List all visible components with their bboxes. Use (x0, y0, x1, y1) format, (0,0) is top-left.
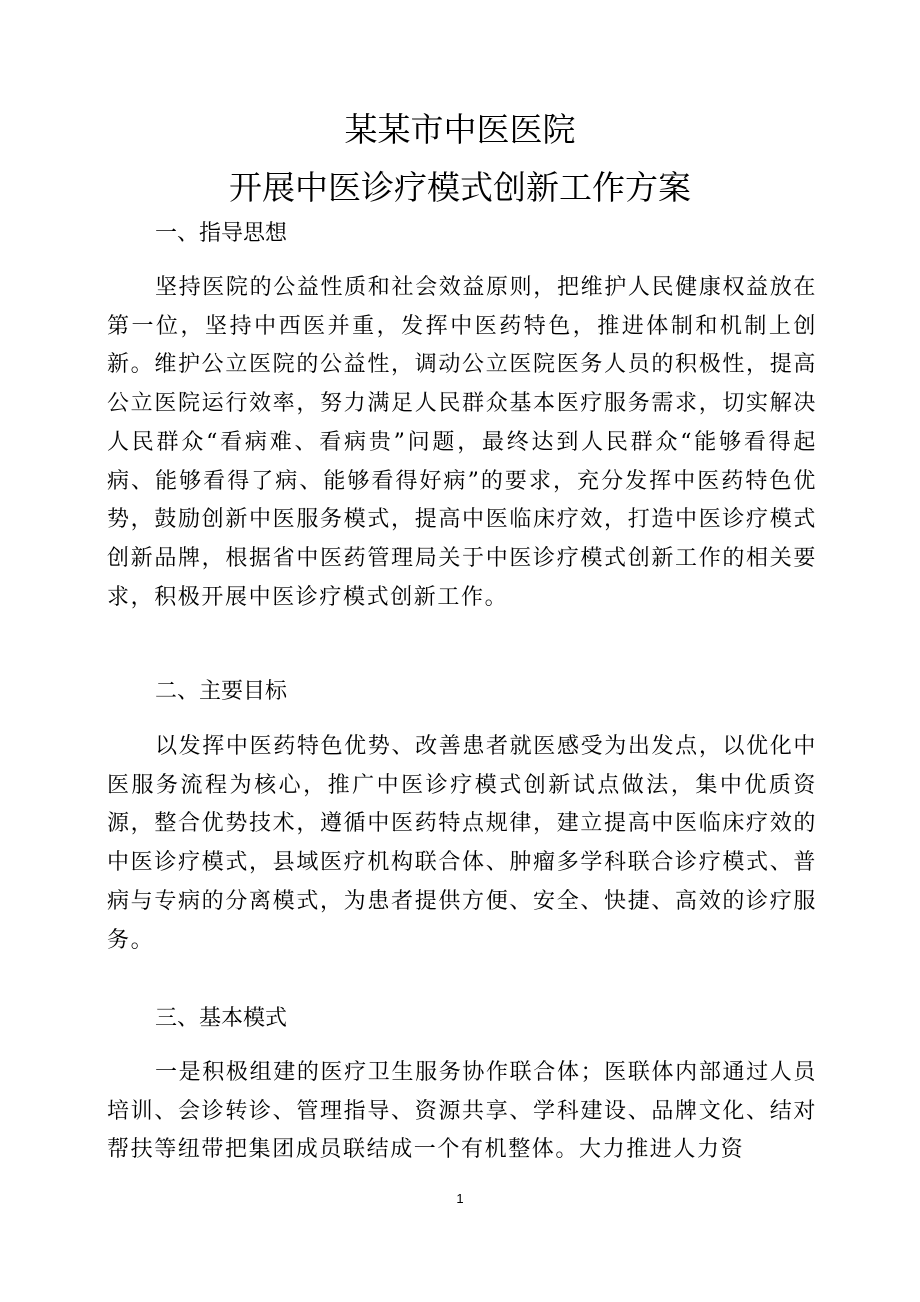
section-heading-main-goals: 二、主要目标 (155, 679, 288, 704)
document-title-line-1: 某某市中医医院 (344, 110, 576, 149)
section-paragraph-main-goals: 以发挥中医药特色优势、改善患者就医感受为出发点，以优化中医服务流程为核心，推广中医诊疗模式创新试点做法，集中优质资源，整合优势技术，遵循中医药特点规律，建立提高中医临床疗效的中医诊疗模式，县域医疗机构联合体、肿瘤多学科联合诊疗模式、普病与专病的分离模式，为患者提供方便、安全、快捷、高效的诊疗服务。 (107, 734, 817, 953)
document-title-line-2: 开展中医诊疗模式创新工作方案 (229, 168, 691, 207)
page-number: 1 (456, 1191, 464, 1206)
section-heading-basic-model: 三、基本模式 (155, 1006, 288, 1031)
section-paragraph-guiding-ideology: 坚持医院的公益性质和社会效益原则，把维护人民健康权益放在第一位，坚持中西医并重，发挥中医药特色，推进体制和机制上创新。维护公立医院的公益性，调动公立医院医务人员的积极性，提高公立医院运行效率，努力满足人民群众基本医疗服务需求，切实解决人民群众“看病难、看病贵”问题，最终达到人民群众“能够看得起病、能够看得了病、能够看得好病”的要求，充分发挥中医药特色优势，鼓励创新中医服务模式，提高中医临床疗效，打造中医诊疗模式创新品牌，根据省中医药管理局关于中医诊疗模式创新工作的相关要求，积极开展中医诊疗模式创新工作。 (107, 275, 817, 610)
section-heading-guiding-ideology: 一、指导思想 (155, 221, 288, 246)
section-paragraph-basic-model: 一是积极组建的医疗卫生服务协作联合体；医联体内部通过人员培训、会诊转诊、管理指导、资源共享、学科建设、品牌文化、结对帮扶等纽带把集团成员联结成一个有机整体。大力推进人力资 (107, 1060, 817, 1163)
